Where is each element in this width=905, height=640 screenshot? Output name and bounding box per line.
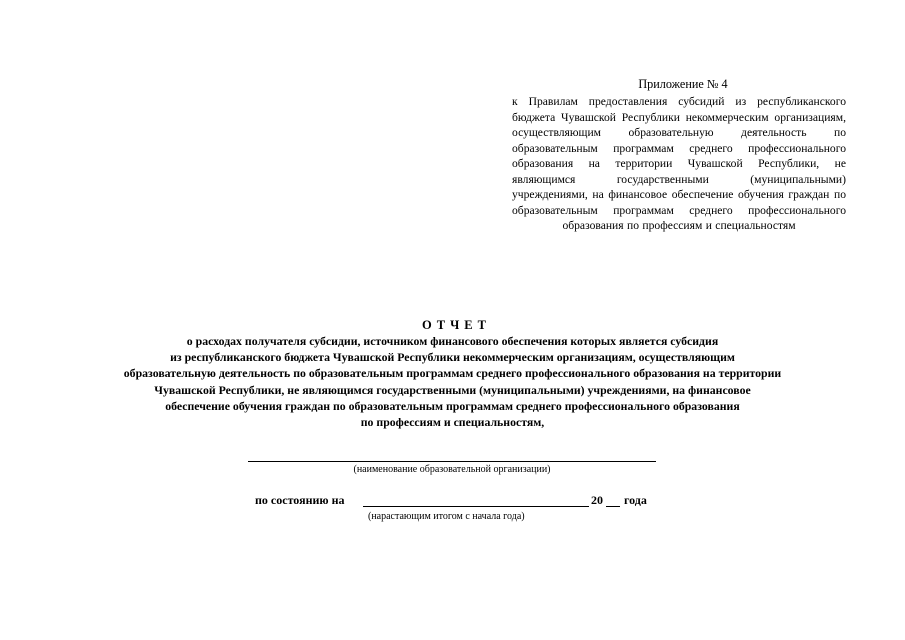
year-blank-line xyxy=(606,493,620,507)
report-heading-line: из республиканского бюджета Чувашской Республики некоммерческим организациям, осуществляющим xyxy=(170,350,735,365)
report-heading-line: обеспечение обучения граждан по образовательным программам среднего профессионального образования xyxy=(165,398,740,413)
as-of-label: по состоянию на xyxy=(255,493,345,507)
report-heading xyxy=(40,317,865,430)
year-suffix: года xyxy=(624,493,647,507)
as-of-date-row xyxy=(255,491,655,509)
report-heading-line: Чувашской Республики, не являющимся государственными (муниципальными) учреждениями, на финансовое xyxy=(154,382,751,397)
report-title: ОТЧЕТ xyxy=(422,318,491,332)
date-blank-line xyxy=(363,493,589,507)
appendix-block xyxy=(512,76,846,234)
report-heading-line: о расходах получателя субсидии, источником финансового обеспечения которых является субсидия xyxy=(186,334,719,348)
organization-name-caption: (наименование образовательной организации) xyxy=(353,464,551,475)
organization-name-blank-line xyxy=(248,457,656,462)
year-prefix: 20 xyxy=(591,493,603,507)
appendix-title: Приложение № 4 xyxy=(638,77,728,91)
as-of-caption: (нарастающим итогом с начала года) xyxy=(368,511,525,522)
organization-name-field xyxy=(248,457,656,476)
appendix-text: к Правилам предоставления субсидий из республиканского бюджета Чувашской Республики некоммерческим организациям, осуществляющим образовательную деятельность по образовательным программам среднего профессионального образования на территории Чувашской Республики, не являющимся государственными (муниципальными) учреждениями, на финансовое обеспечение обучения граждан по образовательным программам среднего профессионального образования по профессиям и специальностям xyxy=(512,95,846,232)
report-heading-line: по профессиям и специальностям, xyxy=(360,415,545,430)
report-heading-line: образовательную деятельность по образовательным программам среднего профессионального образования на территории xyxy=(123,366,782,381)
